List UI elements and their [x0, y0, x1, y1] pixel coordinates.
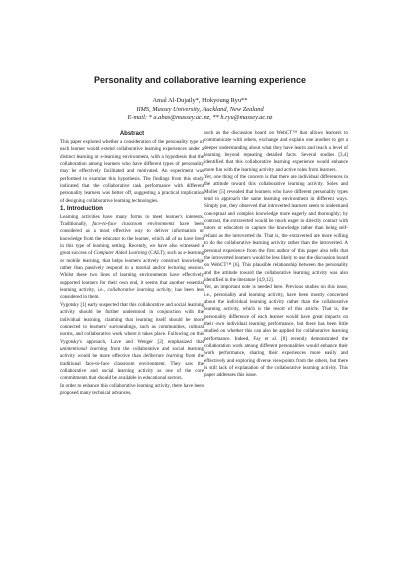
left-column — [60, 130, 204, 397]
intro-paragraph-3: In order to enhance this collaborative learning activity, there have been proposed many technical advances, — [60, 382, 204, 396]
intro-paragraph-2: Vygotsky [1] early suspected that this collaborative and social learning activity should be further understood in conjunction with the individual learning, claiming that learning itself should be more connected to learners' surroundings, such as communities, cultural norms, and collaborative work where it takes place. Following on this Vygotsky's approach, Lave and Wenger [2] emphasized that unintentional learning from the collaborative and social learning activity would be more effective than deliberate learning from the traditional face-to-face classroom environment. They saw the collaborative and social learning activity as one of the core commitments that should be available in educational sectors. — [60, 301, 204, 382]
email-line: E-mail: * a.abas@massey.ac.nz, ** h.ryu@massey.ac.nz — [127, 114, 273, 122]
author-names: Amal Al-Dujaily*, Hokyoung Ryu** — [152, 97, 248, 104]
abstract-text: This paper explored whether a consideration of the personality type of each learner would extend collaborative learning experiences under a distinct learning or e-learning environment, with a hypothesis that the collaboration among learners who have different types of personality may be effectively facilitated and motivated. An experiment was performed to examine this hypothesis. The findings from this study indicated that the collaborative task performance with different personality learners was better off, suggesting a practical implication of designing collaborative learning technologies. — [60, 139, 204, 204]
paper-title: Personality and collaborative learning experience — [93, 75, 307, 85]
author-block — [0, 97, 400, 123]
intro-paragraph-6: Yet, an important note is needed here. Previous studies on this issue, i.e., personality and learning activity, have been mostly concerned about the individual learning activity rather than the collaborative learning activity, which is the resort of this article. That is, the personality difference of each learner would have great impacts on their own individual learning performance, but there has been little studied on whether this can also be applied for collaborative learning performance. Indeed, Fay et al. [8] recently demonstrated the collaboration work among different personalities would enhance their work performance, sharing their experiences more easily and effectively and exploring diverse viewpoints from the others, but there is still lack of explanation of the collaborative learning activity. This paper addresses this issue. — [204, 284, 348, 379]
intro-paragraph-1: Learning activities have many forms to meet learner's interests. Traditionally, face-to-face classroom environments have been considered as a most effective way to deliver information or knowledge from the educator to the learner, which all of us have bred in this type of learning setting. Recently, we have also witnessed a great success of Computer Aided Learning (CALT), such as e-learning or mobile learning, that helps learners actively construct knowledge rather than passively respond to a tutorial and/or lecturing session. Whilst these two lines of learning environments have effectively supported learners for their own end, it seems that another essential learning activity, i.e., collaborative learning activity, has been less considered in them. — [60, 213, 205, 301]
intro-paragraph-5: Yet, one thing of the concern is that there are individual differences in the attitude toward this collaborative learning activity. Soles and Moller [5] revealed that learners who have different personality types tend to approach the same learning environment in different ways. Simply put, they observed that introverted learners seem to understand conceptual and complex knowledge more eagerly and thoroughly; by contrast, the extraverted would be much eager to directly contact with tutors or educators to capture the knowledge rather than being self-reliant as the introverted do. That is, the extraverted are more willing to do the collaborative learning activity rather than the introverted. A personal experience from the first author of this paper also tells that the introverted learners would be less likely to use the discussion board on WebCT™ [6]. This plausible relationship between the personality and the attitude toward the collaborative learning activity was also identified in the literature [4,9,12]. — [204, 174, 348, 283]
right-column — [204, 130, 348, 380]
abstract-heading: Abstract — [119, 131, 145, 137]
intro-paragraph-4: such as the discussion board on WebCT™ that allows learners to communicate with others, exchange and explain one another to get a deeper understanding about what they have learnt and reach a level of learning beyond repeating detailed facts. Several studies [3,4] identified that this collaborative learning experience would enhance more fun with the learning activity and active roles from learners. — [204, 130, 348, 173]
introduction-heading: 1. Introduction — [60, 205, 103, 213]
affiliation: IIMS, Massey University, Auckland, New Zealand — [136, 105, 264, 113]
